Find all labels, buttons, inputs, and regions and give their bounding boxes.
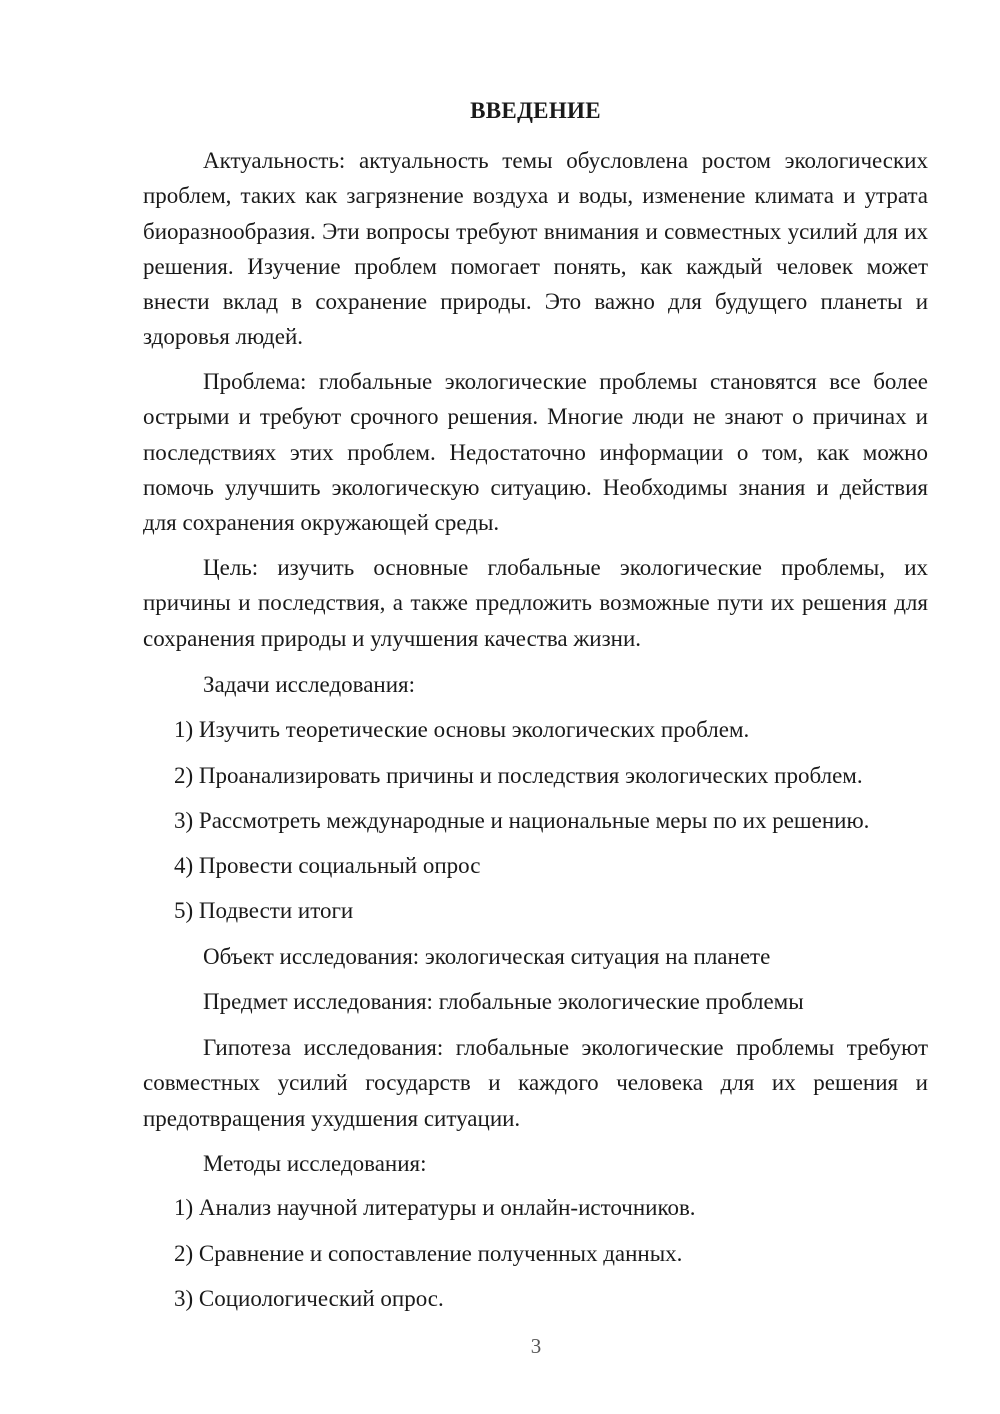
problem-paragraph: Проблема: глобальные экологические проблемы становятся все более острыми и требуют срочного решения. Многие люди не знают о причинах и последствиях этих проблем. Недостаточно информации о том, как можно помочь улучшить экологическую ситуацию. Необходимы знания и действия для сохранения окружающей среды.	[143, 369, 928, 536]
relevance-paragraph: Актуальность: актуальность темы обусловлена ростом экологических проблем, таких как загрязнение воздуха и воды, изменение климата и утрата биоразнообразия. Эти вопросы требуют внимания и совместных усилий для их решения. Изучение проблем помогает понять, как каждый человек может внести вклад в сохранение природы. Это важно для будущего планеты и здоровья людей.	[143, 148, 928, 350]
research-subject: Предмет исследования: глобальные экологические проблемы	[203, 989, 804, 1014]
tasks-heading: Задачи исследования:	[203, 672, 416, 697]
page-title: ВВЕДЕНИЕ	[470, 98, 601, 123]
research-object: Объект исследования: экологическая ситуация на планете	[203, 944, 771, 969]
methods-heading: Методы исследования:	[203, 1151, 427, 1176]
method-item: 2) Сравнение и сопоставление полученных данных.	[174, 1241, 683, 1266]
method-item: 3) Социологический опрос.	[174, 1286, 444, 1311]
task-item: 5) Подвести итоги	[174, 898, 354, 923]
task-item: 2) Проанализировать причины и последствия экологических проблем.	[174, 763, 863, 788]
task-item: 1) Изучить теоретические основы экологических проблем.	[174, 717, 750, 742]
hypothesis-paragraph: Гипотеза исследования: глобальные экологические проблемы требуют совместных усилий государств и каждого человека для их решения и предотвращения ухудшения ситуации.	[143, 1035, 928, 1131]
goal-paragraph: Цель: изучить основные глобальные экологические проблемы, их причины и последствия, а также предложить возможные пути их решения для сохранения природы и улучшения качества жизни.	[143, 555, 928, 651]
page-number: 3	[530, 1334, 542, 1358]
method-item: 1) Анализ научной литературы и онлайн-источников.	[174, 1195, 696, 1220]
task-item: 4) Провести социальный опрос	[174, 853, 481, 878]
task-item: 3) Рассмотреть международные и национальные меры по их решению.	[174, 808, 870, 833]
